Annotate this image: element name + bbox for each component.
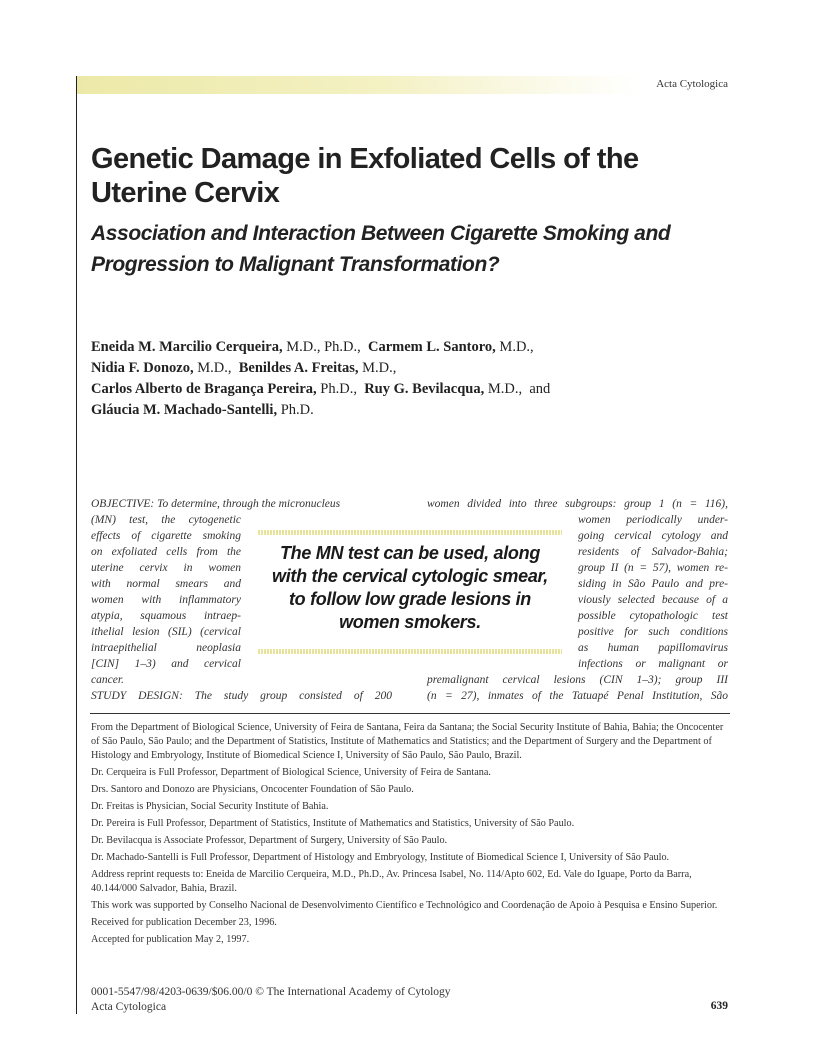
author-degree: Ph.D. — [280, 402, 314, 418]
running-head-journal: Acta Cytologica — [656, 78, 728, 90]
author-line — [91, 400, 751, 421]
abstract-line: STUDY DESIGN: The study group consisted of 200 — [91, 690, 392, 702]
abstract-line: (n = 27), inmates of the Tatuapé Penal Institution, São — [427, 690, 728, 702]
abstract-line: premalignant cervical lesions (CIN 1–3); group III — [427, 674, 728, 686]
author-note: Dr. Freitas is Physician, Social Security Institute of Bahia. — [91, 801, 329, 812]
author-name: Carlos Alberto de Bragança Pereira, — [91, 381, 317, 397]
abstract-line: as human papillomavirus — [578, 642, 728, 654]
author-name: Ruy G. Bevilacqua, — [364, 381, 485, 397]
title-line-1: Genetic Damage in Exfoliated Cells of the — [91, 143, 639, 175]
subtitle-line-2: Progression to Malignant Transformation? — [91, 253, 500, 276]
author-degree: M.D., — [362, 360, 397, 376]
pull-quote-line: women smokers. — [339, 612, 481, 632]
author-line — [91, 379, 751, 400]
author-note: Drs. Santoro and Donozo are Physicians, Oncocenter Foundation of São Paulo. — [91, 784, 414, 795]
pull-quote-top-rule — [258, 530, 562, 535]
author-line — [91, 337, 751, 358]
abstract-line: infections or malignant or — [578, 658, 728, 670]
abstract-line: going cervical cytology and — [578, 530, 728, 542]
abstract-line: ithelial lesion (SIL) (cervical — [91, 626, 241, 638]
author-degree: M.D., — [499, 339, 534, 355]
pull-quote-bottom-rule — [258, 649, 562, 654]
author-name: Carmem L. Santoro, — [367, 339, 496, 355]
abstract-line: atypia, squamous intraep- — [91, 610, 241, 622]
author-note: Dr. Cerqueira is Full Professor, Department of Biological Science, University of Feira de Santana. — [91, 767, 491, 778]
header-band — [77, 76, 637, 94]
abstract-line: on exfoliated cells from the — [91, 546, 241, 558]
footer-journal: Acta Cytologica — [91, 1001, 167, 1013]
pull-quote-text — [258, 542, 562, 634]
author-name: Benildes A. Freitas, — [238, 360, 359, 376]
footnote-divider — [90, 713, 730, 714]
left-margin-rule — [76, 76, 77, 1014]
author-note: Dr. Pereira is Full Professor, Department of Statistics, Institute of Mathematics and Statistics, University of São Paulo. — [91, 818, 575, 829]
author-degree: M.D., Ph.D., — [286, 339, 361, 355]
abstract-line: intraepithelial neoplasia — [91, 642, 241, 654]
author-name: Gláucia M. Machado-Santelli, — [91, 402, 278, 418]
author-list — [91, 337, 751, 421]
abstract-line: possible cytopathologic test — [578, 610, 728, 622]
affiliation-note: From the Department of Biological Science, University of Feira de Santana, Feira da Santana; the Social Security Institute of Bahia, Bahia; the Oncocenter of São Paulo, São Paulo; and the Department of Statistics, Institute of Mathematics and Statistics; and the Department of Surgery and the Department of Histology and Embryology, Institute of Biomedical Science I, University of São Paulo, São Paulo, Brazil. — [91, 722, 724, 761]
abstract-line: uterine cervix in women — [91, 562, 241, 574]
abstract-line: women with inflammatory — [91, 594, 241, 606]
abstract-line: siding in São Paulo and pre- — [578, 578, 728, 590]
author-line — [91, 358, 751, 379]
subtitle-line-1: Association and Interaction Between Cigarette Smoking and — [91, 222, 671, 245]
copyright-identifier: 0001-5547/98/4203-0639/$06.00/0 © The International Academy of Cytology — [91, 986, 451, 998]
pull-quote-line: The MN test can be used, along — [279, 543, 541, 563]
abstract-line: viously selected because of a — [578, 594, 728, 606]
received-date: Received for publication December 23, 1996. — [91, 917, 277, 928]
abstract-line: [CIN] 1–3) and cervical — [91, 658, 241, 670]
author-name: Nidia F. Donozo, — [91, 360, 194, 376]
author-degree: M.D., — [197, 360, 232, 376]
author-note: Dr. Bevilacqua is Associate Professor, Department of Surgery, University of São Paulo. — [91, 835, 448, 846]
pull-quote-line: to follow low grade lesions in — [288, 589, 532, 609]
author-conjunction: and — [529, 381, 551, 397]
abstract-line: cancer. — [91, 674, 124, 686]
title-line-2: Uterine Cervix — [91, 177, 280, 209]
author-name: Eneida M. Marcilio Cerqueira, — [91, 339, 283, 355]
reprint-address: Address reprint requests to: Eneida de Marcilio Cerqueira, M.D., Ph.D., Av. Princesa Isabel, No. 114/Apto 602, Ed. Vale do Iguape, Porto da Barra, 40.144/000 Salvador, Bahia, Brazil. — [91, 869, 692, 894]
abstract-line: group II (n = 57), women re- — [578, 562, 728, 574]
abstract-line: effects of cigarette smoking — [91, 530, 241, 542]
abstract-line: residents of Salvador-Bahia; — [578, 546, 728, 558]
author-note: Dr. Machado-Santelli is Full Professor, Department of Histology and Embryology, Institute of Biomedical Science I, University of São Paulo. — [91, 852, 670, 863]
abstract-line: OBJECTIVE: To determine, through the micronucleus — [91, 498, 341, 510]
page-number: 639 — [710, 1000, 728, 1012]
article-subtitle — [91, 218, 741, 280]
abstract-line: (MN) test, the cytogenetic — [91, 514, 241, 526]
abstract-line: women divided into three subgroups: group 1 (n = 116), — [427, 498, 728, 510]
pull-quote — [258, 530, 562, 654]
pull-quote-line: with the cervical cytologic smear, — [272, 566, 548, 586]
accepted-date: Accepted for publication May 2, 1997. — [91, 934, 250, 945]
abstract-line: positive for such conditions — [578, 626, 728, 638]
author-degree: Ph.D., — [320, 381, 357, 397]
publication-footer — [91, 985, 451, 1015]
funding-note: This work was supported by Conselho Nacional de Desenvolvimento Científico e Technológico and Coordenação de Apoio à Pesquisa e Ensino Superior. — [91, 900, 718, 911]
article-title — [91, 142, 731, 210]
author-degree: M.D., — [487, 381, 523, 397]
abstract-line: women periodically under- — [578, 514, 728, 526]
abstract-line: with normal smears and — [91, 578, 241, 590]
footnotes — [91, 721, 731, 950]
